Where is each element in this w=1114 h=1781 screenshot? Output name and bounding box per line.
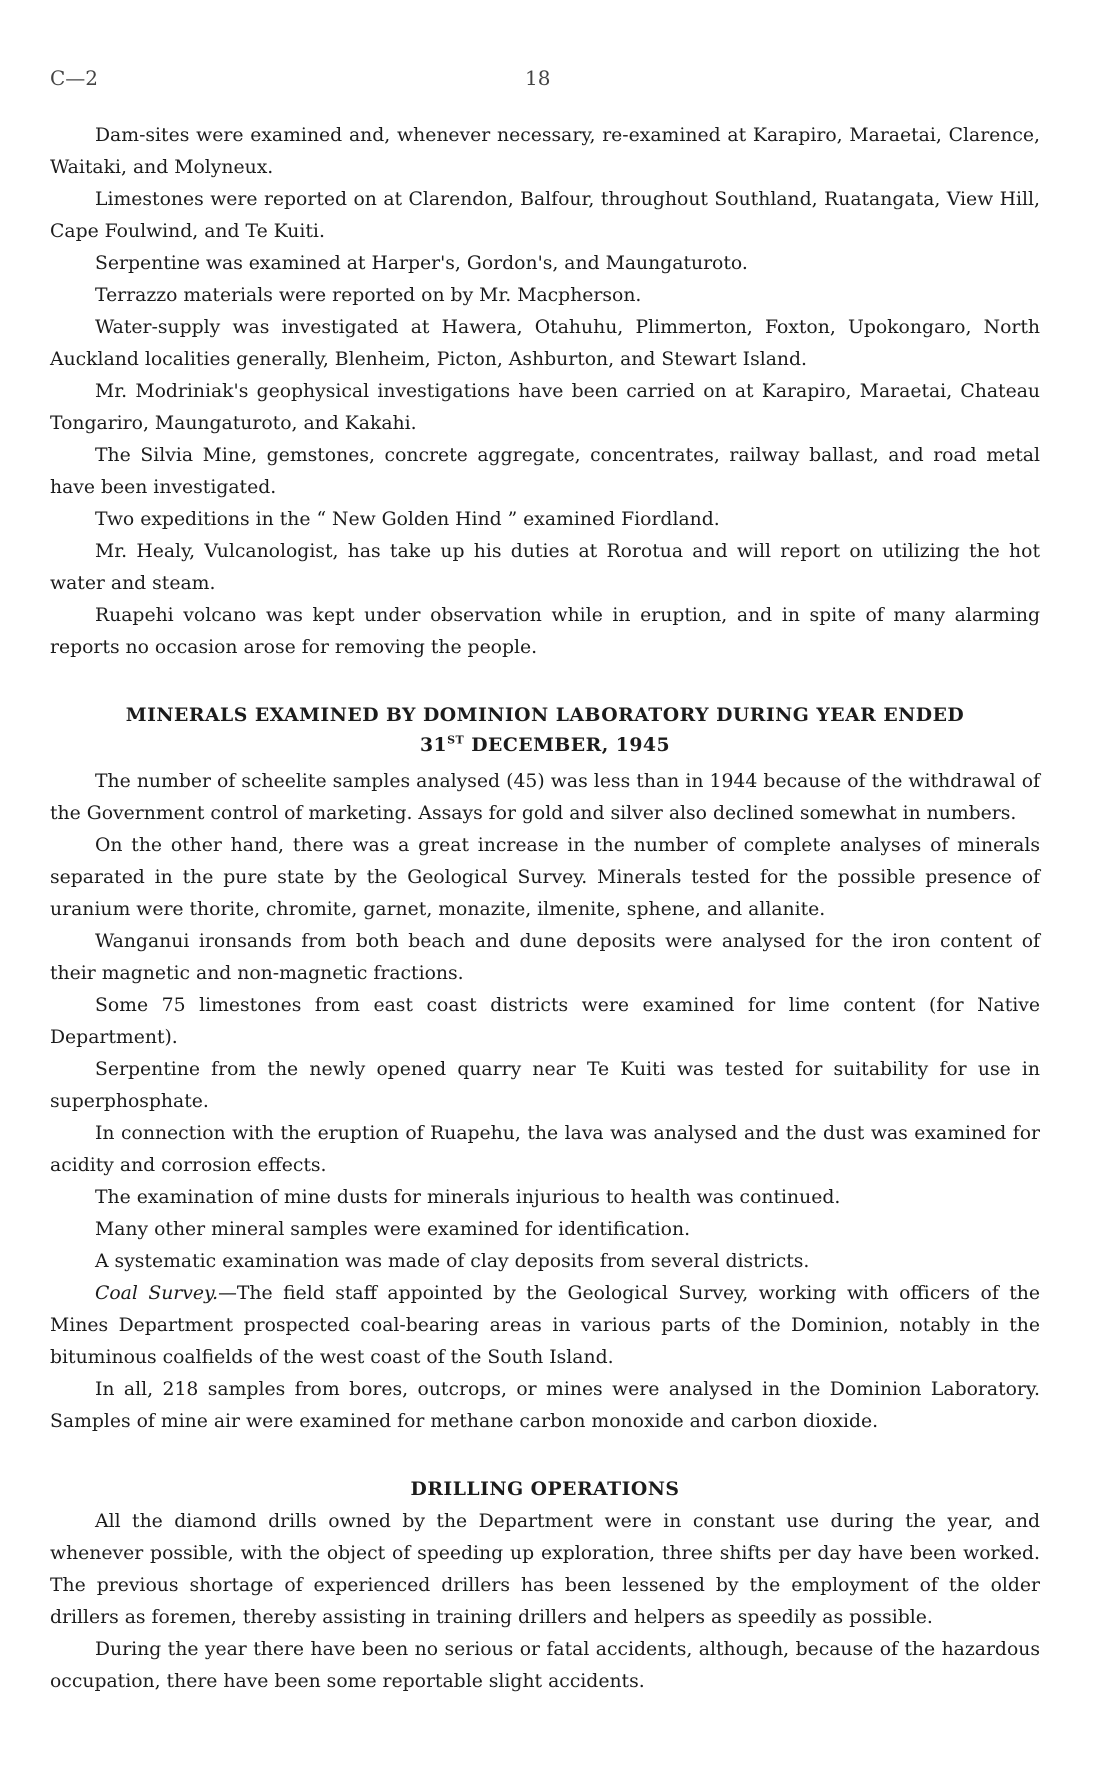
paragraph: During the year there have been no serious or fatal accidents, although, because of the hazardous occupation, there have been some reportable slight accidents. xyxy=(50,1639,1040,1692)
paragraph: Ruapehi volcano was kept under observation while in eruption, and in spite of many alarming reports no occasion arose for removing the people. xyxy=(50,605,1040,658)
paragraph: Dam-sites were examined and, whenever necessary, re-examined at Karapiro, Maraetai, Clarence, Waitaki, and Molyneux. xyxy=(50,125,1040,178)
paragraph-text: Some 75 limestones from east coast districts were examined for lime content (for Native Department). xyxy=(50,995,1040,1048)
section-heading-minerals xyxy=(50,700,1040,760)
paragraph-text: The examination of mine dusts for minerals injurious to health was continued. xyxy=(95,1187,841,1208)
run-in-heading: Coal Survey. xyxy=(95,1283,219,1304)
paragraph xyxy=(50,1214,1040,1246)
paragraph xyxy=(50,1374,1040,1438)
paragraph-text: —The field staff appointed by the Geological Survey, working with officers of the Mines Department prospected coal-bearing areas in various parts of the Dominion, notably in the bituminous coalfields of the west coast of the South Island. xyxy=(50,1283,1040,1368)
paragraph-text: A systematic examination was made of clay deposits from several districts. xyxy=(95,1251,810,1272)
paragraph-text: Wanganui ironsands from both beach and dune deposits were analysed for the iron content of their magnetic and non-magnetic fractions. xyxy=(50,931,1040,984)
paragraph-text: In all, 218 samples from bores, outcrops, or mines were analysed in the Dominion Laboratory. Samples of mine air were examined for methane carbon monoxide and carbon dioxide. xyxy=(50,1379,1040,1432)
ordinal-suffix: ST xyxy=(447,733,465,747)
paragraph: Mr. Healy, Vulcanologist, has take up his duties at Rorotua and will report on utilizing the hot water and steam. xyxy=(50,541,1040,594)
paragraph xyxy=(50,766,1040,830)
paragraph-text: In connection with the eruption of Ruapehu, the lava was analysed and the dust was examined for acidity and corrosion effects. xyxy=(50,1123,1040,1176)
paragraph: All the diamond drills owned by the Department were in constant use during the year, and whenever possible, with the object of speeding up exploration, three shifts per day have been worked. The previous shortage of experienced drillers has been lessened by the employment of the older drillers as foremen, thereby assisting in training drillers and helpers as speedily as possible. xyxy=(50,1511,1040,1628)
heading-date-number: 31 xyxy=(419,734,448,756)
intro-paragraphs xyxy=(50,120,1040,664)
paragraph: Mr. Modriniak's geophysical investigations have been carried on at Karapiro, Maraetai, Chateau Tongariro, Maungaturoto, and Kakahi. xyxy=(50,381,1040,434)
paragraph xyxy=(50,1118,1040,1182)
document-page xyxy=(50,60,1040,1698)
paragraph: Serpentine was examined at Harper's, Gordon's, and Maungaturoto. xyxy=(95,253,748,274)
paragraph xyxy=(50,926,1040,990)
document-code: C—2 xyxy=(50,66,99,90)
paragraph xyxy=(50,1182,1040,1214)
minerals-paragraphs xyxy=(50,766,1040,1438)
section-heading-drilling: DRILLING OPERATIONS xyxy=(410,1478,680,1500)
paragraph-text: Many other mineral samples were examined for identification. xyxy=(95,1219,691,1240)
page-number: 18 xyxy=(525,66,551,90)
heading-line: MINERALS EXAMINED BY DOMINION LABORATORY DURING YEAR ENDED xyxy=(125,704,965,726)
minerals-section xyxy=(50,700,1040,1438)
paragraph-text: Serpentine from the newly opened quarry near Te Kuiti was tested for suitability for use in superphosphate. xyxy=(50,1059,1040,1112)
paragraph xyxy=(50,1054,1040,1118)
paragraph: Two expeditions in the “ New Golden Hind ” examined Fiordland. xyxy=(95,509,720,530)
drilling-section xyxy=(50,1474,1040,1698)
page-header xyxy=(50,60,1040,96)
paragraph xyxy=(50,1278,1040,1374)
paragraph: Limestones were reported on at Clarendon, Balfour, throughout Southland, Ruatangata, View Hill, Cape Foulwind, and Te Kuiti. xyxy=(50,189,1040,242)
paragraph-text: The number of scheelite samples analysed (45) was less than in 1944 because of the withdrawal of the Government control of marketing. Assays for gold and silver also declined somewhat in numbers. xyxy=(50,771,1040,824)
paragraph xyxy=(50,990,1040,1054)
paragraph: Terrazzo materials were reported on by Mr. Macpherson. xyxy=(95,285,642,306)
paragraph-text: On the other hand, there was a great increase in the number of complete analyses of minerals separated in the pure state by the Geological Survey. Minerals tested for the possible presence of uranium were thorite, chromite, garnet, monazite, ilmenite, sphene, and allanite. xyxy=(50,835,1040,920)
heading-date-rest: DECEMBER, 1945 xyxy=(464,734,671,756)
paragraph xyxy=(50,1246,1040,1278)
paragraph: Water-supply was investigated at Hawera, Otahuhu, Plimmerton, Foxton, Upokongaro, North Auckland localities generally, Blenheim, Picton, Ashburton, and Stewart Island. xyxy=(50,317,1040,370)
paragraph: The Silvia Mine, gemstones, concrete aggregate, concentrates, railway ballast, and road metal have been investigated. xyxy=(50,445,1040,498)
paragraph xyxy=(50,830,1040,926)
